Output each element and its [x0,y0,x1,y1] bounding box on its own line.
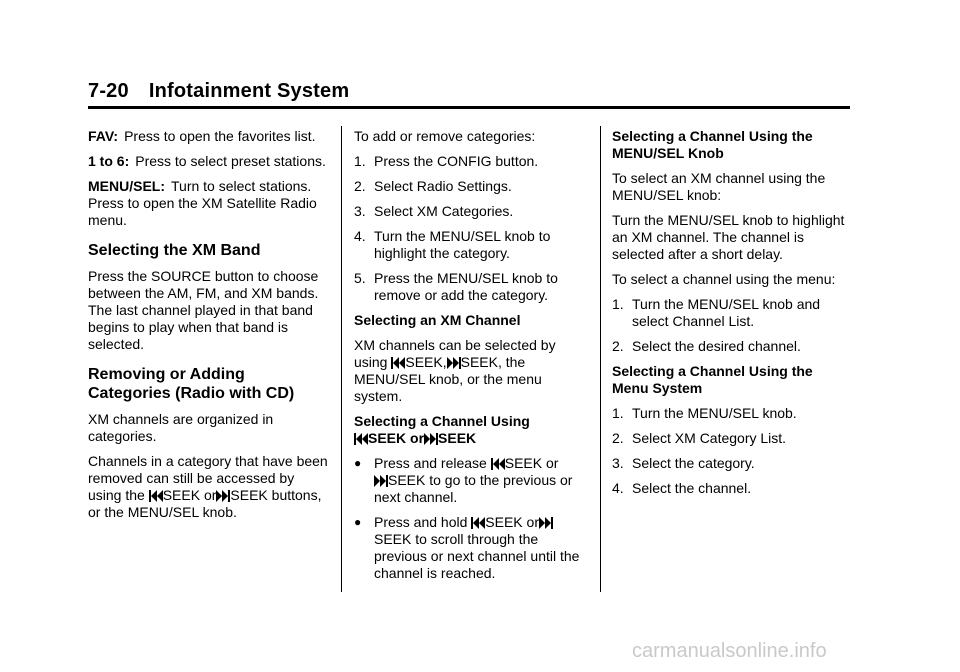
select-text: XM channels can be selected by using SEEK, SEEK, the MENU/SEL knob, or the menu system. [354,337,556,404]
seek-back-icon [354,433,368,445]
band-text: Press the SOURCE button to choose between the AM, FM, and XM bands. The last channel played in that band begins to play when that band is selected. [88,268,319,352]
section-title: Infotainment System [148,80,350,102]
presets-entry [88,153,328,170]
watermark-url: carmanualsonline.info [632,640,827,662]
page-header [88,80,850,103]
knob-text: Turn the MENU/SEL knob to highlight an XM channel. The channel is selected after a short delay. [612,212,845,262]
organized-text: XM channels are organized in categories. [88,411,274,444]
seek-back-icon [391,357,405,369]
seek-forward-icon [374,475,388,487]
presets-term: 1 to 6: [88,153,130,169]
seek-word-2: SEEK [230,487,268,503]
menu-term: MENU/SEL: [88,178,165,194]
seek-forward-icon [424,433,438,445]
or-word: or [203,487,217,503]
menu-text: Turn to select stations. Press to open the XM Satellite Radio menu. [88,178,317,228]
browse-post: buttons, or the MENU/SEL knob. [88,487,322,520]
seek-back-icon [149,490,163,502]
sys-step-3: 3. Select the category. [612,455,755,471]
seek-forward-icon [447,357,461,369]
subheading-using: Selecting a Channel Using SEEK or SEEK [354,413,530,446]
sys-step-4: 4. Select the channel. [612,480,752,496]
seek-forward-icon [539,517,553,529]
step-4: 4. Turn the MENU/SEL knob to highlight the category. [354,228,551,261]
column-divider-1 [341,126,342,592]
menu-step-1: 1. Turn the MENU/SEL knob and select Channel List. [612,296,821,329]
menu-entry [88,178,328,229]
fav-entry [88,128,328,145]
step-5: 5. Press the MENU/SEL knob to remove or add the category. [354,270,558,303]
column-divider-2 [600,126,601,592]
header-title-row [88,80,850,103]
seek-forward-icon [216,490,230,502]
subheading-channel: Selecting an XM Channel [354,312,521,328]
fav-text: Press to open the favorites list. [124,128,316,144]
step-1: 1. Press the CONFIG button. [354,153,539,169]
heading-band: Selecting the XM Band [88,242,261,259]
step-2: 2. Select Radio Settings. [354,178,512,194]
menu-intro: To select a channel using the menu: [612,271,836,287]
subheading-menu-system: Selecting a Channel Using the Menu System [612,363,813,396]
presets-text: Press to select preset stations. [135,153,326,169]
fav-term: FAV: [88,128,119,144]
column-1 [88,128,328,529]
knob-intro: To select an XM channel using the MENU/SEL knob: [612,170,826,203]
column-3 [612,128,852,505]
sys-step-1: 1. Turn the MENU/SEL knob. [612,405,797,421]
sys-step-2: 2. Select XM Category List. [612,430,787,446]
bullet-release: ● Press and release SEEK or SEEK to go to the previous or next channel. [354,455,573,505]
seek-back-icon [491,458,505,470]
page-number: 7-20 [88,80,129,102]
seek-back-icon [471,517,485,529]
header-rule [88,106,850,109]
column-2 [354,128,589,590]
step-3: 3. Select XM Categories. [354,203,514,219]
seek-word-1: SEEK [162,487,201,503]
browse-text [88,453,328,521]
browse-pre: Channels in a category that have been removed can still be accessed by using the [88,453,328,503]
bullet-hold: ● Press and hold SEEK or SEEK to scroll through the previous or next channel until the channel is reached. [354,514,580,581]
heading-remove: Removing or Adding Categories (Radio with CD) [88,366,295,402]
add-remove-intro: To add or remove categories: [354,128,536,144]
subheading-knob: Selecting a Channel Using the MENU/SEL Knob [612,128,813,161]
menu-step-2: 2. Select the desired channel. [612,338,801,354]
